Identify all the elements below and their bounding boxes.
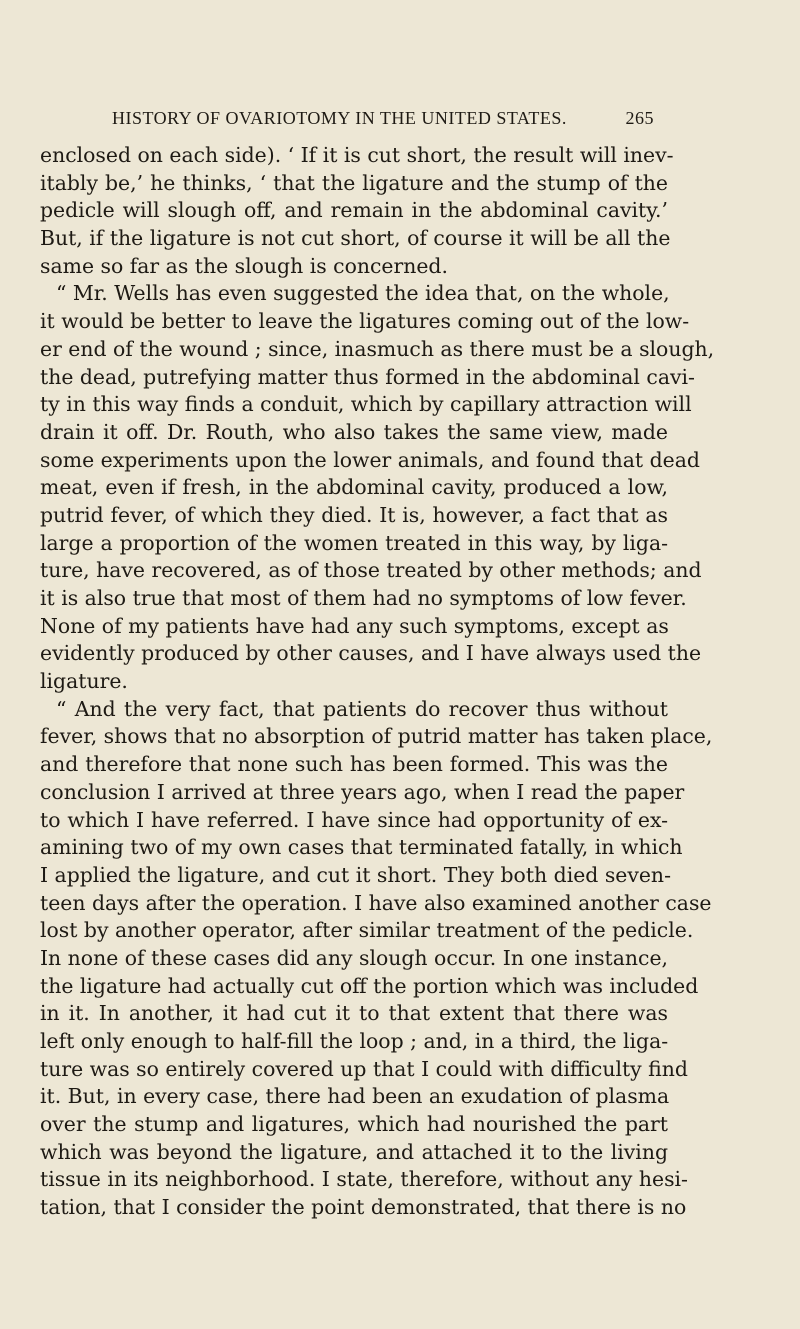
text-line: some experiments upon the lower animals, and found that dead bbox=[40, 447, 700, 472]
running-title: HISTORY OF OVARIOTOMY IN THE UNITED STATES. bbox=[112, 108, 567, 128]
text-line: it is also true that most of them had no symptoms of low fever. bbox=[40, 586, 687, 610]
text-line: amining two of my own cases that terminated fatally, in which bbox=[40, 835, 683, 860]
text-line: to which I have referred. I have since had opportunity of ex- bbox=[40, 807, 668, 832]
text-line: “ And the very fact, that patients do recover thus without bbox=[56, 696, 668, 721]
text-line: pedicle will slough off, and remain in the abdominal cavity.’ bbox=[40, 198, 668, 223]
text-line: drain it off. Dr. Routh, who also takes the same view, made bbox=[40, 419, 668, 444]
text-line: I applied the ligature, and cut it short. They both died seven- bbox=[40, 862, 671, 887]
page-number: 265 bbox=[625, 108, 654, 128]
text-line: over the stump and ligatures, which had nourished the part bbox=[40, 1112, 668, 1137]
body-text bbox=[40, 142, 715, 1222]
text-line: it. But, in every case, there had been an exudation of plasma bbox=[40, 1084, 670, 1109]
text-line: and therefore that none such has been formed. This was the bbox=[40, 752, 668, 777]
text-line: In none of these cases did any slough occur. In one instance, bbox=[40, 945, 668, 970]
text-line: ture was so entirely covered up that I could with difficulty find bbox=[40, 1056, 688, 1081]
text-line: same so far as the slough is concerned. bbox=[40, 253, 448, 278]
text-line: left only enough to half-fill the loop ; and, in a third, the liga- bbox=[40, 1029, 669, 1053]
text-line: evidently produced by other causes, and I have always used the bbox=[40, 641, 702, 666]
text-line: conclusion I arrived at three years ago, when I read the paper bbox=[40, 779, 685, 804]
text-line: enclosed on each side). ‘ If it is cut short, the result will inev- bbox=[40, 143, 674, 167]
text-line: lost by another operator, after similar treatment of the pedicle. bbox=[40, 918, 694, 943]
text-line: meat, even if fresh, in the abdominal cavity, produced a low, bbox=[40, 475, 668, 500]
text-line: it would be better to leave the ligatures coming out of the low- bbox=[40, 309, 690, 334]
text-line: fever, shows that no absorption of putrid matter has taken place, bbox=[40, 724, 713, 749]
text-line: er end of the wound ; since, inasmuch as there must be a slough, bbox=[40, 336, 715, 361]
text-line: teen days after the operation. I have also examined another case bbox=[40, 890, 712, 915]
text-line: tissue in its neighborhood. I state, therefore, without any hesi- bbox=[40, 1167, 688, 1192]
text-line: ture, have recovered, as of those treated by other methods; and bbox=[40, 558, 702, 583]
running-head bbox=[112, 108, 654, 132]
text-line: large a proportion of the women treated in this way, by liga- bbox=[40, 530, 668, 555]
text-line: “ Mr. Wells has even suggested the idea that, on the whole, bbox=[56, 281, 670, 306]
text-line: the ligature had actually cut off the portion which was included bbox=[40, 973, 699, 998]
text-line: which was beyond the ligature, and attached it to the living bbox=[40, 1139, 668, 1164]
text-line: the dead, putrefying matter thus formed in the abdominal cavi- bbox=[40, 364, 695, 389]
text-line: in it. In another, it had cut it to that extent that there was bbox=[40, 1001, 668, 1026]
text-line: itably be,’ he thinks, ‘ that the ligature and the stump of the bbox=[40, 170, 668, 195]
text-line: putrid fever, of which they died. It is, however, a fact that as bbox=[40, 502, 668, 527]
text-line: tation, that I consider the point demonstrated, that there is no bbox=[40, 1195, 687, 1220]
text-line: None of my patients have had any such symptoms, except as bbox=[40, 613, 669, 638]
text-line: But, if the ligature is not cut short, of course it will be all the bbox=[40, 226, 671, 251]
text-line: ty in this way finds a conduit, which by capillary attraction will bbox=[40, 392, 692, 417]
text-line: ligature. bbox=[40, 669, 128, 694]
